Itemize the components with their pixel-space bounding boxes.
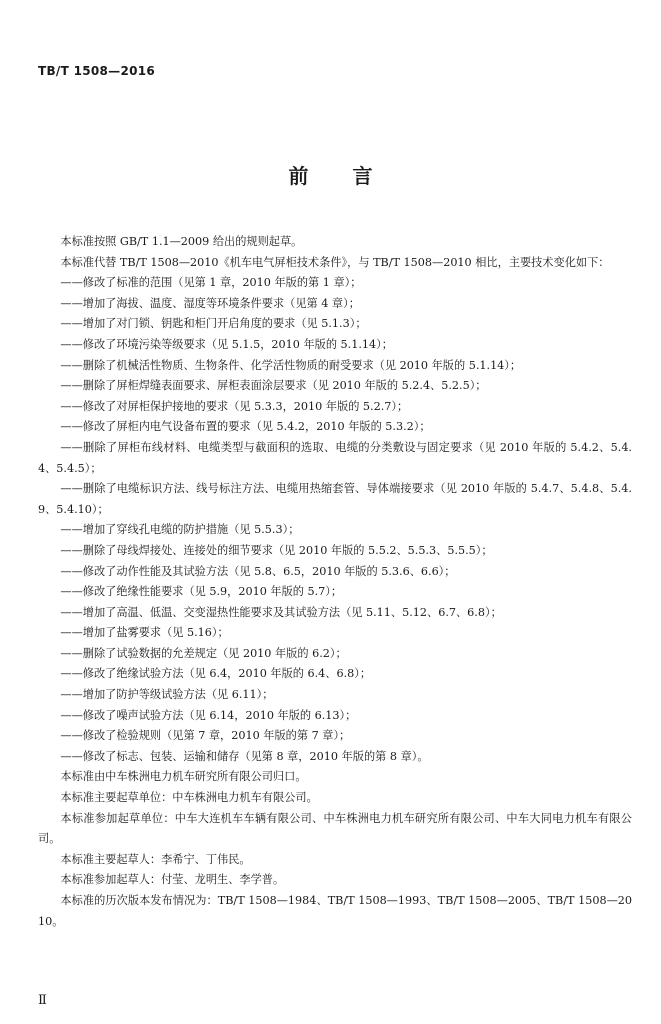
page-title: 前言	[288, 164, 417, 188]
change-item: ——增加了海拔、温度、湿度等环境条件要求（见第 4 章）；	[60, 296, 360, 310]
change-item: ——增加了对门锁、钥匙和柜门开启角度的要求（见 5.1.3）；	[60, 317, 367, 331]
foreword-body	[38, 232, 632, 932]
change-item: ——增加了高温、低温、交变湿热性能要求及其试验方法（见 5.11、5.12、6.7、6.8）；	[60, 605, 502, 619]
change-item: ——删除了机械活性物质、生物条件、化学活性物质的耐受要求（见 2010 年版的 5.1.14）；	[60, 358, 522, 372]
change-item: ——删除了屏柜布线材料、电缆类型与截面积的选取、电缆的分类敷设与固定要求（见 2010 年版的 5.4.2、5.4.4、5.4.5）；	[38, 440, 632, 475]
change-item: ——删除了屏柜焊缝表面要求、屏柜表面涂层要求（见 2010 年版的 5.2.4、5.2.5）；	[60, 379, 487, 393]
change-item: ——修改了噪声试验方法（见 6.14，2010 年版的 6.13）；	[60, 708, 357, 722]
change-item: ——删除了电缆标识方法、线号标注方法、电缆用热缩套管、导体端接要求（见 2010 年版的 5.4.7、5.4.8、5.4.9、5.4.10）；	[38, 482, 632, 516]
paragraph-replaces: 本标准代替 TB/T 1508—2010《机车电气屏柜技术条件》，与 TB/T 1508—2010 相比，主要技术变化如下：	[60, 255, 610, 269]
paragraph-main-drafting-unit: 本标准主要起草单位：中车株洲电力机车有限公司。	[60, 791, 318, 805]
change-item: ——增加了穿线孔电缆的防护措施（见 5.5.3）；	[60, 523, 300, 537]
change-item: ——增加了盐雾要求（见 5.16）；	[60, 626, 229, 640]
change-item: ——删除了母线焊接处、连接处的细节要求（见 2010 年版的 5.5.2、5.5.3、5.5.5）；	[60, 543, 493, 557]
paragraph-participating-drafters: 本标准参加起草人：付莹、龙明生、李学普。	[60, 873, 285, 887]
change-item: ——修改了对屏柜保护接地的要求（见 5.3.3，2010 年版的 5.2.7）；	[60, 399, 409, 413]
paragraph-participating-units: 本标准参加起草单位：中车大连机车车辆有限公司、中车株洲电力机车研究所有限公司、中车大同电力机车有限公司。	[38, 811, 632, 846]
page-number: Ⅱ	[38, 993, 47, 1008]
change-item: ——修改了屏柜内电气设备布置的要求（见 5.4.2，2010 年版的 5.3.2）；	[60, 420, 431, 434]
change-item: ——增加了防护等级试验方法（见 6.11）；	[60, 688, 274, 702]
paragraph-main-drafters: 本标准主要起草人：李希宁、丁伟民。	[60, 852, 251, 866]
change-item: ——修改了绝缘性能要求（见 5.9，2010 年版的 5.7）；	[60, 585, 343, 599]
standard-code: TB/T 1508—2016	[38, 64, 156, 78]
change-item: ——删除了试验数据的允差规定（见 2010 年版的 6.2）；	[60, 646, 347, 660]
change-item: ——修改了标准的范围（见第 1 章，2010 年版的第 1 章）；	[60, 276, 362, 290]
change-item: ——修改了环境污染等级要求（见 5.1.5，2010 年版的 5.1.14）；	[60, 337, 393, 351]
change-item: ——修改了检验规则（见第 7 章，2010 年版的第 7 章）；	[60, 729, 351, 743]
change-item: ——修改了动作性能及其试验方法（见 5.8、6.5，2010 年版的 5.3.6、6.6）；	[60, 564, 456, 578]
change-item: ——修改了标志、包装、运输和储存（见第 8 章，2010 年版的第 8 章）。	[60, 749, 429, 763]
change-item: ——修改了绝缘试验方法（见 6.4，2010 年版的 6.4、6.8）；	[60, 667, 372, 681]
paragraph-proposer: 本标准由中车株洲电力机车研究所有限公司归口。	[60, 770, 307, 784]
paragraph-version-history: 本标准的历次版本发布情况为：TB/T 1508—1984、TB/T 1508—1993、TB/T 1508—2005、TB/T 1508—2010。	[38, 894, 632, 928]
paragraph-drafting-rules: 本标准按照 GB/T 1.1—2009 给出的规则起草。	[60, 235, 303, 248]
